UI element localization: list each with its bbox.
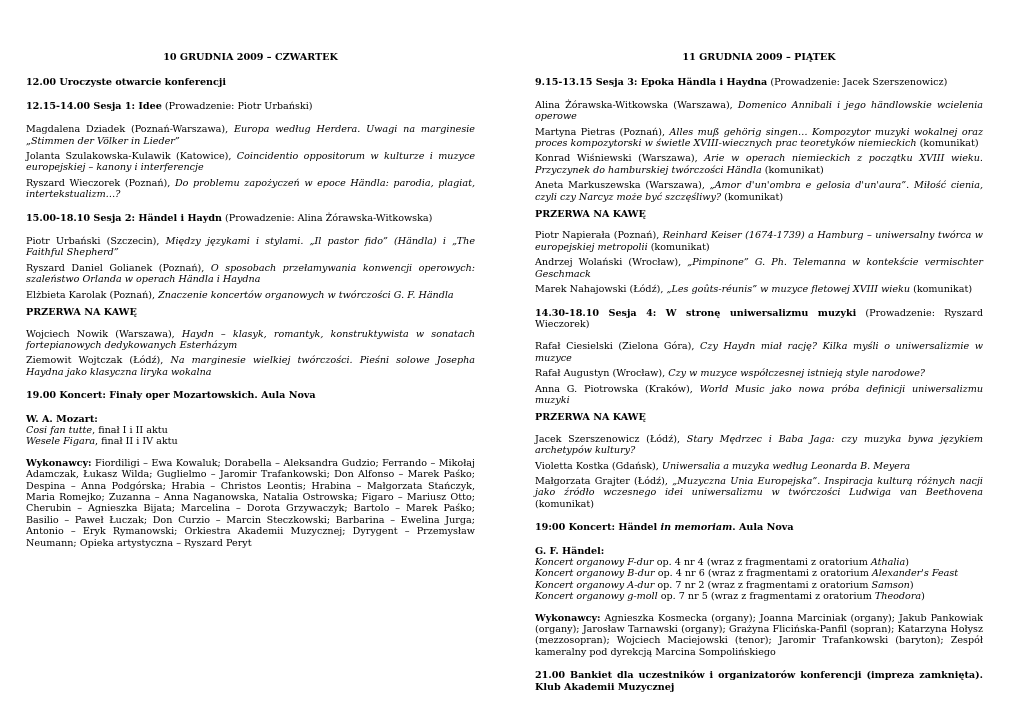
talk-title: „Muzyczna Unia Europejska”. Inspiracja kulturą różnych nacji jako źródło wczesnego idei uniwersalizmu w twórczości Ludwiga van Beethovena [535,475,983,499]
session-3-heading [535,77,983,88]
talk-title: Znaczenie koncertów organowych w twórczości G. F. Händla [158,289,454,301]
talk-title: „Pimpinone” G. Ph. Telemanna w kontekście vermischter Geschmack [535,257,983,280]
talk-title: Reinhard Keiser (1674-1739) a Hamburg – uniwersalny twórca w europejskiej metropolii [535,230,983,253]
performers [535,613,983,659]
session-1-chair: (Prowadzenie: Piotr Urbański) [161,100,313,112]
session-2-talks-after-break [26,329,475,379]
talk-item [26,290,475,301]
talk-speaker: Alina Żórawska-Witkowska (Warszawa), [535,99,738,111]
talk-title: Europa według Herdera. Uwagi na marginesie „Stimmen der Völker in Lieder” [26,124,475,147]
concert-program [26,414,475,448]
talk-item [26,263,475,286]
talk-speaker: Magdalena Dziadek (Poznań-Warszawa), [26,124,234,136]
talk-note: (komunikat) [761,164,824,176]
session-4-talks-after-break [535,434,983,510]
session-3-talks-after-break [535,230,983,295]
talk-speaker: Jacek Szerszenowicz (Łódź), [535,433,687,445]
talk-item [26,124,475,147]
session-4-time: 14.30-18.10 Sesja 4: W stronę uniwersalizmu muzyki [535,307,857,319]
talk-item [535,257,983,280]
talk-speaker: Martyna Pietras (Poznań), [535,126,670,138]
talk-speaker: Rafał Ciesielski (Zielona Góra), [535,341,701,353]
talk-title: Arie w operach niemieckich z początku XVIII wieku. Przyczynek do hamburskiej twórczości Händla [535,153,983,176]
performers-list: Fiordiligi – Ewa Kowaluk; Dorabella – Aleksandra Gudzio; Ferrando – Mikołaj Adamczak, Łukasz Wilda; Guglielmo – Jaromir Trafankowski; Don Alfonso – Marek Paśko; Despina – Anna Podgórska; Hrabia – Christos Leontis; Hrabina – Małgorzata Stańczyk, Maria Romejko; Zuzanna – Anna Naganowska, Natalia Ostrowska; Figaro – Mariusz Otto; Cherubin – Agnieszka Bijata; Marcelina – Dorota Grzywaczyk; Bartolo – Marek Paśko; Basilio – Paweł Łuczak; Don Curzio – Marcin Steczkowski; Barbarina – Ewelina Jurga; Antonio – Eryk Rymanowski; Orkiestra Akademii Muzycznej; Dyrygent – Przemysław Neumann; Opieka artystyczna – Ryszard Peryt [26,457,475,549]
talk-note: (komunikat) [535,498,594,510]
talk-title: „Les goûts-réunis” w muzyce fletowej XVIII wieku [666,284,911,296]
performers-label: Wykonawcy: [26,457,92,469]
work-title: Koncert organowy g-moll [535,591,658,603]
session-2-time: 15.00-18.10 Sesja 2: Händel i Haydn [26,212,222,224]
performers-list: Agnieszka Kosmecka (organy); Joanna Marciniak (organy); Jakub Pankowiak (organy); Jarosław Tarnawski (organy); Grażyna Flicińska-Panfil (sopran); Katarzyna Hołysz (mezzosopran); Wojciech Maciejowski (tenor); Jaromir Trafankowski (baryton); Zespół kameralny pod dyrekcją Marcina Sompolińskiego [535,612,983,658]
talk-item [535,461,983,472]
coffee-break: PRZERWA NA KAWĘ [535,209,646,221]
session-1-talks [26,124,475,200]
talk-note: (komunikat) [721,191,784,203]
work-detail: , finał I i II aktu [92,424,168,436]
talk-title: „Amor d'un'ombra e gelosia d'un'aura”. Miłość cienia, czyli czy Narcyz może być szczęśliwy? [535,180,983,203]
oratorio-title: Athalia [870,557,906,568]
talk-speaker: Rafał Augustyn (Wrocław), [535,368,669,380]
work-detail-end: ) [905,557,909,568]
talk-speaker: Piotr Napierała (Poznań), [535,230,663,242]
session-4-talks [535,341,983,406]
talk-speaker: Anna G. Piotrowska (Kraków), [535,383,700,395]
talk-title: Uniwersalia a muzyka według Leonarda B. Meyera [661,460,911,472]
session-3-time: 9.15-13.15 Sesja 3: Epoka Händla i Haydna [535,77,768,89]
talk-speaker: Małgorzata Grajter (Łódź), [535,475,673,487]
work-detail: op. 4 nr 6 (wraz z fragmentami z oratorium [654,568,872,580]
session-1-time: 12.15-14.00 Sesja 1: Idee [26,100,162,112]
concert-work [535,568,983,579]
talk-title: Coincidentio oppositorum w kulturze i muzyce europejskiej – kanony i interferencje [26,151,475,174]
session-1-heading [26,101,475,112]
coffee-break: PRZERWA NA KAWĘ [26,307,137,319]
oratorio-title: Alexander's Feast [871,568,959,580]
concert-time: 19:00 Koncert: Händel [535,522,661,534]
talk-title: Między językami i stylami. „Il pastor fido” (Händla) i „The Faithful Shepherd” [26,236,475,259]
talk-speaker: Aneta Markuszewska (Warszawa), [535,180,710,192]
concert-work [535,557,983,568]
talk-item [535,127,983,150]
talk-title: Na marginesie wielkiej twórczości. Pieśni solowe Josepha Haydna jako klasyczna liryka wokalna [26,355,475,378]
work-title: Koncert organowy A-dur [535,579,655,591]
composer-name: W. A. Mozart: [26,413,98,425]
talk-speaker: Andrzej Wolański (Wrocław), [535,257,688,269]
talk-title: Czy Haydn miał rację? Kilka myśli o uniwersalizmie w muzyce [535,341,983,364]
talk-item [535,476,983,510]
day-2-column [535,52,983,697]
concert-subtitle: in memoriam [660,522,733,534]
concert-work [535,580,983,591]
day-1-column [26,52,475,553]
talk-title: Alles muß gehörig singen… Kompozytor muzyki wokalnej oraz proces kompozytorski w świetle XVIII-wiecznych prac teoretyków niemieckich [535,126,984,150]
talk-item [535,153,983,176]
talk-note: (komunikat) [910,284,973,296]
talk-title: World Music jako nowa próba definicji uniwersalizmu muzyki [535,383,983,406]
work-detail: op. 4 nr 4 (wraz z fragmentami z oratorium [653,557,871,568]
talk-title: Stary Mędrzec i Baba Jaga: czy muzyka bywa językiem archetypów kultury? [535,433,983,457]
talk-item [535,341,983,364]
talk-note: (komunikat) [916,138,979,150]
talk-title: Domenico Annibali i jego händlowskie wcielenia operowe [535,99,983,123]
coffee-break: PRZERWA NA KAWĘ [535,412,646,424]
work-detail: , finał II i IV aktu [95,436,178,448]
talk-speaker: Piotr Urbański (Szczecin), [26,236,166,248]
concert-work [26,436,475,447]
talk-speaker: Ryszard Daniel Golianek (Poznań), [26,262,211,274]
concert-heading: 19.00 Koncert: Finały oper Mozartowskich. Aula Nova [26,390,316,402]
talk-item [26,151,475,174]
composer-name: G. F. Händel: [535,545,605,557]
talk-speaker: Konrad Wiśniewski (Warszawa), [535,153,705,165]
concert-program [535,546,983,603]
session-4-chair: (Prowadzenie: Ryszard Wieczorek) [535,307,983,330]
performers-label: Wykonawcy: [535,612,601,624]
opening-ceremony: 12.00 Uroczyste otwarcie konferencji [26,77,226,89]
closing-banquet: 21.00 Bankiet dla uczestników i organizatorów konferencji (impreza zamknięta). Klub Akademii Muzycznej [535,670,983,693]
talk-speaker: Wojciech Nowik (Warszawa), [26,328,182,340]
work-title: Koncert organowy F-dur [535,557,654,568]
work-detail: op. 7 nr 2 (wraz z fragmentami z oratorium [654,579,872,591]
work-detail-end: ) [921,591,925,603]
oratorio-title: Samson [871,579,910,591]
talk-item [26,178,475,201]
performers [26,458,475,549]
talk-title: Czy w muzyce współczesnej istnieją style narodowe? [668,368,926,380]
talk-item [535,368,983,379]
talk-speaker: Marek Nahajowski (Łódź), [535,284,667,296]
talk-item [535,434,983,457]
talk-note: (komunikat) [647,241,710,253]
session-3-chair: (Prowadzenie: Jacek Szerszenowicz) [767,77,948,89]
concert-venue: . Aula Nova [732,522,794,534]
talk-item [535,230,983,253]
work-title: Koncert organowy B-dur [535,568,655,580]
talk-item [535,100,983,123]
concert-heading [535,522,983,533]
work-title: Wesele Figara [26,436,96,448]
talk-item [26,329,475,352]
talk-item [26,236,475,259]
concert-work [26,425,475,436]
talk-item [535,284,983,295]
day-2-title: 11 GRUDNIA 2009 – PIĄTEK [682,52,836,63]
session-2-heading [26,213,475,224]
talk-speaker: Ziemowit Wojtczak (Łódź), [26,355,171,367]
talk-speaker: Ryszard Wieczorek (Poznań), [26,177,175,189]
work-title: Cosi fan tutte [26,424,93,436]
work-detail-end: ) [909,579,914,591]
talk-speaker: Violetta Kostka (Gdańsk), [535,460,662,472]
concert-work [535,591,983,602]
oratorio-title: Theodora [874,591,922,603]
talk-item [535,180,983,203]
talk-title: Do problemu zapożyczeń w epoce Händla: parodia, plagiat, intertekstualizm…? [26,177,475,201]
work-detail: op. 7 nr 5 (wraz z fragmentami z oratorium [657,591,875,603]
talk-title: O sposobach przełamywania konwencji operowych: szaleństwo Orlanda w operach Händla i Haydna [26,262,475,286]
session-2-talks [26,236,475,301]
talk-speaker: Elżbieta Karolak (Poznań), [26,289,159,301]
session-3-talks [535,100,983,203]
talk-item [26,355,475,378]
talk-item [535,384,983,407]
day-1-title: 10 GRUDNIA 2009 – CZWARTEK [163,52,338,63]
talk-title: Haydn – klasyk, romantyk, konstruktywista w sonatach fortepianowych dedykowanych Esterházym [26,328,476,351]
session-4-heading [535,308,983,331]
talk-speaker: Jolanta Szulakowska-Kulawik (Katowice), [26,151,237,163]
session-2-chair: (Prowadzenie: Alina Żórawska-Witkowska) [222,212,433,224]
